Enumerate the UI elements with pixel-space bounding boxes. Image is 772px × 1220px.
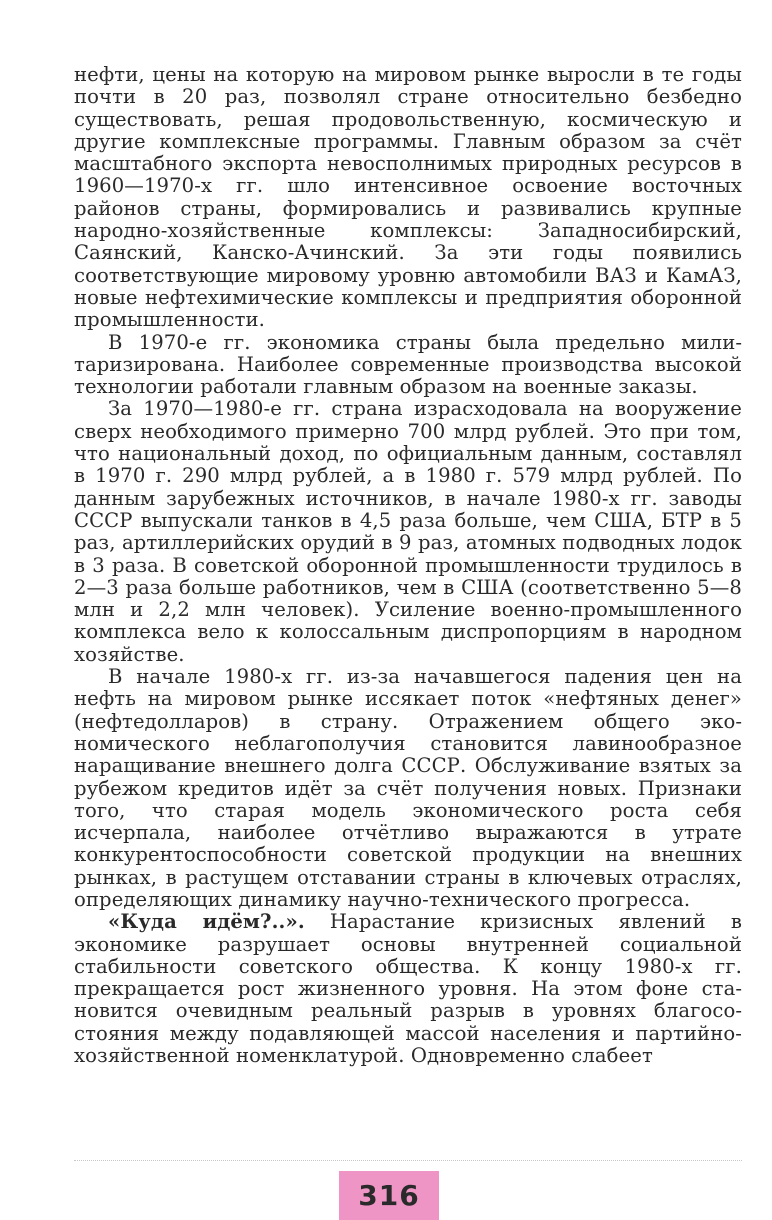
footer-divider bbox=[74, 1160, 742, 1161]
paragraph-text: нефти, цены на которую на мировом рынке выросли в те годы почти в 20 раз, позволял стране относительно безбедно существовать, решая продовольственную, космическую и другие комплексные программы. Главным образом за счёт масштабного экспорта невосполнимых природных ресурсов в 1960—1970-х гг. шло интенсивное освоение восточных районов страны, формировались и развивались крупные народно-хозяйственные комплексы: Западносибирский, Саянский, Канско-Ачинский. За эти годы появились соответствующие мировому уровню автомобили ВАЗ и КамАЗ, новые нефтехимические комплексы и предприятия оборонной промышленности. bbox=[74, 63, 742, 332]
paragraph-text: В начале 1980-х гг. из-за начавшегося падения цен на нефть на мировом рынке иссякает поток «нефтяных денег» (нефтедолларов) в страну. Отражением общего экономического неблагополучия становится лавинообразное наращивание внешнего долга СССР. Обслуживание взятых за рубежом кредитов идёт за счёт получения новых. Признаки того, что старая модель экономического роста себя исчерпала, наиболее отчётливо выражаются в утрате конкурентоспособности советской продукции на внешних рынках, в растущем отставании страны в ключевых отраслях, определяющих динамику научно-технического прогресса. bbox=[74, 665, 742, 911]
paragraph-kuda-idem bbox=[74, 911, 742, 1067]
paragraph-armament-spending bbox=[74, 398, 742, 666]
paragraph-text: Нарастание кризисных явлений в экономике разрушает основы внутренней социальной стабильности советского общества. К концу 1980-х гг. прекращается рост жизненного уровня. На этом фоне становится очевидным реальный разрыв в уровнях благосостояния между подавляющей массой населения и партийно-хозяйственной номенклатурой. Одновременно слабеет bbox=[74, 910, 742, 1068]
paragraph-continuation bbox=[74, 64, 742, 332]
section-lead-heading: «Куда идём?..». bbox=[108, 910, 305, 934]
paragraph-text: В 1970-е гг. экономика страны была предельно милитаризирована. Наиболее современные производства высокой технологии работали главным образом на военные заказы. bbox=[74, 330, 742, 399]
paragraph-text: За 1970—1980-е гг. страна израсходовала на вооружение сверх необходимого примерно 700 млрд рублей. Это при том, что национальный доход, по официальным данным, составлял в 1970 г. 290 млрд рублей, а в 1980 г. 579 млрд рублей. По данным зарубежных источников, в начале 1980-х гг. заводы СССР выпускали танков в 4,5 раза больше, чем США, БТР в 5 раз, артиллерийских орудий в 9 раз, атомных подводных лодок в 3 раза. В советской оборонной промышленности трудилось в 2—3 раза больше работников, чем в США (соответственно 5—8 млн и 2,2 млн человек). Усиление военно-промышленного комплекса вело к колоссальным диспропорциям в народном хозяйстве. bbox=[74, 397, 742, 666]
page-number: 316 bbox=[358, 1179, 420, 1212]
page-number-badge bbox=[339, 1171, 439, 1220]
paragraph-oil-prices bbox=[74, 666, 742, 911]
body-text bbox=[74, 64, 742, 1067]
paragraph-militarization bbox=[74, 332, 742, 399]
